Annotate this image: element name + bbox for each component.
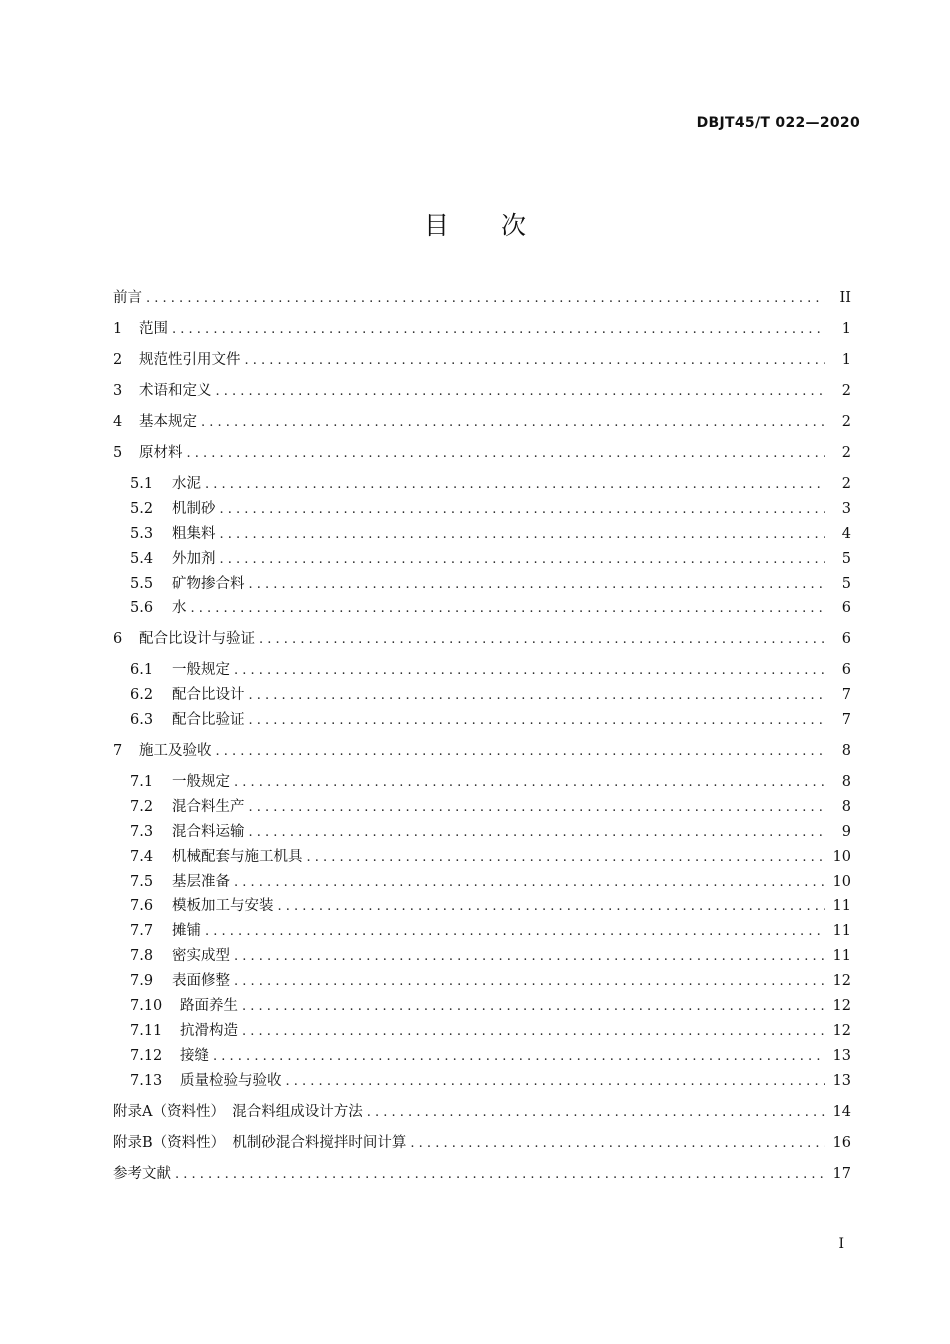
toc-entry-page: 3	[841, 500, 851, 517]
toc-entry-number: 7.13	[130, 1072, 163, 1089]
toc-dot-leader	[220, 548, 826, 572]
toc-entry[interactable]	[113, 845, 851, 870]
toc-entry[interactable]	[113, 708, 851, 733]
document-code: DBJT45/T 022—2020	[696, 115, 860, 131]
toc-dot-leader	[220, 523, 826, 547]
toc-entry-page: 4	[841, 525, 851, 542]
toc-entry[interactable]	[113, 441, 851, 472]
toc-dot-leader	[213, 1045, 825, 1069]
toc-dot-leader	[234, 771, 825, 795]
toc-entry[interactable]	[113, 627, 851, 658]
toc-entry-page: 1	[841, 321, 851, 337]
toc-entry-label: 混合料运输	[172, 823, 245, 840]
toc-entry-label: 矿物掺合料	[172, 575, 245, 592]
footer-page-number: I	[838, 1236, 844, 1252]
toc-entry-label: 水	[172, 600, 187, 617]
toc-entry-number: 6.2	[130, 687, 154, 704]
toc-entry-label: 模板加工与安装	[172, 898, 274, 915]
toc-entry-label: 配合比验证	[172, 712, 245, 729]
toc-dot-leader	[242, 995, 825, 1019]
toc-entry-label: 表面修整	[172, 973, 230, 990]
toc-dot-leader	[307, 846, 826, 870]
toc-entry-label: 混合料生产	[172, 798, 245, 815]
toc-entry-number: 7.10	[130, 998, 163, 1015]
toc-entry-number: 5.5	[130, 575, 154, 592]
toc-entry-number: 1	[113, 321, 123, 337]
toc-dot-leader	[191, 597, 826, 621]
toc-entry-page: 16	[832, 1134, 851, 1151]
toc-entry-label: 配合比设计	[172, 687, 245, 704]
toc-entry[interactable]	[113, 1100, 851, 1131]
toc-entry-page: 12	[832, 998, 851, 1015]
toc-entry-number: 5.1	[130, 476, 154, 492]
toc-dot-leader	[249, 709, 826, 733]
toc-dot-leader	[286, 1070, 826, 1094]
toc-dot-leader	[367, 1101, 825, 1125]
toc-dot-leader	[234, 871, 825, 895]
toc-dot-leader	[410, 1132, 825, 1156]
toc-entry[interactable]	[113, 1131, 851, 1162]
toc-entry[interactable]	[113, 739, 851, 770]
toc-dot-leader	[220, 498, 826, 522]
toc-entry-number: 2	[113, 352, 123, 368]
toc-entry-label: 基层准备	[172, 873, 230, 890]
toc-entry-page: 1	[841, 352, 851, 368]
toc-entry-number: 5.2	[130, 500, 154, 517]
toc-entry-number: 6.3	[130, 712, 154, 729]
toc-entry-page: 14	[832, 1103, 851, 1120]
toc-entry-page: 10	[832, 873, 851, 890]
toc-entry[interactable]	[113, 379, 851, 410]
toc-dot-leader	[234, 659, 825, 683]
toc-entry-page: 12	[832, 1022, 851, 1039]
toc-entry-label: 附录B（资料性） 机制砂混合料搅拌时间计算	[113, 1134, 407, 1151]
toc-entry-label: 参考文献	[113, 1165, 171, 1182]
toc-entry-page: 11	[832, 948, 851, 965]
toc-entry-label: 机制砂	[172, 500, 216, 517]
toc-entry[interactable]	[113, 969, 851, 994]
toc-dot-leader	[216, 380, 826, 404]
toc-entry-number: 5.4	[130, 550, 154, 567]
toc-entry-number: 7.1	[130, 774, 154, 791]
toc-entry[interactable]	[113, 820, 851, 845]
toc-entry[interactable]	[113, 410, 851, 441]
toc-entry[interactable]	[113, 944, 851, 969]
toc-entry[interactable]	[113, 522, 851, 547]
toc-entry-page: 2	[841, 414, 851, 430]
toc-dot-leader	[249, 573, 826, 597]
toc-entry-page: 5	[841, 550, 851, 567]
toc-entry-number: 6.1	[130, 662, 154, 679]
toc-entry-label: 质量检验与验收	[180, 1072, 282, 1089]
toc-dot-leader	[249, 684, 826, 708]
toc-entry-label: 规范性引用文件	[139, 352, 241, 368]
toc-entry-label: 接缝	[180, 1047, 209, 1064]
toc-entry-number: 5.6	[130, 600, 154, 617]
toc-entry-page: 13	[832, 1072, 851, 1089]
toc-entry-page: 8	[841, 798, 851, 815]
toc-entry-label: 水泥	[172, 476, 201, 492]
toc-entry[interactable]	[113, 795, 851, 820]
toc-entry-number: 7.3	[130, 823, 154, 840]
toc-entry-label: 范围	[139, 321, 168, 337]
page-title: 目 次	[424, 211, 548, 240]
toc-entry-page: 11	[832, 898, 851, 915]
toc-entry-label: 粗集料	[172, 525, 216, 542]
toc-entry-number: 7	[113, 743, 123, 760]
toc-dot-leader	[146, 287, 825, 311]
toc-entry[interactable]	[113, 683, 851, 708]
toc-entry[interactable]	[113, 596, 851, 621]
toc-dot-leader	[245, 349, 826, 373]
toc-dot-leader	[242, 1020, 825, 1044]
toc-dot-leader	[234, 970, 825, 994]
toc-dot-leader	[187, 442, 826, 466]
toc-entry-label: 一般规定	[172, 662, 230, 679]
toc-dot-leader	[278, 895, 826, 919]
toc-entry-number: 5.3	[130, 525, 154, 542]
toc-entry-page: 2	[841, 476, 851, 492]
toc-entry-page: 6	[841, 600, 851, 617]
toc-dot-leader	[201, 411, 825, 435]
toc-entry[interactable]	[113, 317, 851, 348]
toc-entry-label: 路面养生	[180, 998, 238, 1015]
toc-dot-leader	[205, 920, 825, 944]
toc-dot-leader	[249, 821, 826, 845]
toc-entry-number: 7.7	[130, 923, 154, 940]
toc-entry-number: 7.11	[130, 1022, 163, 1039]
toc-entry-page: 2	[841, 445, 851, 461]
toc-entry-page: 10	[832, 848, 851, 865]
toc-entry-page: II	[839, 290, 851, 306]
toc-entry[interactable]	[113, 572, 851, 597]
toc-entry-page: 7	[841, 712, 851, 729]
toc-entry-number: 7.5	[130, 873, 154, 890]
toc-entry-label: 外加剂	[172, 550, 216, 567]
toc-entry-page: 8	[841, 774, 851, 791]
toc-entry-label: 原材料	[139, 445, 183, 461]
toc-entry-page: 6	[841, 662, 851, 679]
toc-entry[interactable]	[113, 1044, 851, 1069]
toc-entry-label: 术语和定义	[139, 383, 212, 399]
toc-entry-number: 7.8	[130, 948, 154, 965]
toc-entry-label: 摊铺	[172, 923, 201, 940]
toc-entry[interactable]	[113, 1019, 851, 1044]
toc-entry[interactable]	[113, 658, 851, 683]
toc-entry-label: 前言	[113, 290, 142, 306]
toc-entry[interactable]	[113, 994, 851, 1019]
table-of-contents	[113, 286, 851, 1193]
toc-entry[interactable]	[113, 497, 851, 522]
toc-entry-number: 6	[113, 631, 123, 648]
toc-entry[interactable]	[113, 348, 851, 379]
toc-entry-page: 7	[841, 687, 851, 704]
toc-entry-number: 7.4	[130, 848, 154, 865]
toc-entry[interactable]	[113, 1162, 851, 1193]
toc-entry-page: 12	[832, 973, 851, 990]
toc-entry-number: 5	[113, 445, 123, 461]
toc-dot-leader	[216, 740, 826, 764]
toc-entry-page: 2	[841, 383, 851, 399]
toc-entry-label: 一般规定	[172, 774, 230, 791]
toc-entry-page: 9	[841, 823, 851, 840]
toc-entry-number: 7.2	[130, 798, 154, 815]
toc-dot-leader	[249, 796, 826, 820]
toc-entry[interactable]	[113, 472, 851, 497]
toc-entry-page: 13	[832, 1047, 851, 1064]
toc-entry-label: 配合比设计与验证	[139, 631, 255, 648]
toc-dot-leader	[175, 1163, 825, 1187]
toc-entry-label: 抗滑构造	[180, 1022, 238, 1039]
toc-entry-page: 5	[841, 575, 851, 592]
toc-entry[interactable]	[113, 286, 851, 317]
toc-entry-number: 7.6	[130, 898, 154, 915]
toc-entry[interactable]	[113, 870, 851, 895]
toc-dot-leader	[234, 945, 825, 969]
toc-dot-leader	[172, 318, 825, 342]
toc-entry-number: 3	[113, 383, 123, 399]
toc-entry[interactable]	[113, 919, 851, 944]
toc-entry-page: 17	[832, 1165, 851, 1182]
toc-entry-number: 7.9	[130, 973, 154, 990]
toc-entry[interactable]	[113, 1069, 851, 1094]
toc-entry-number: 7.12	[130, 1047, 163, 1064]
toc-entry-number: 4	[113, 414, 123, 430]
toc-entry-label: 附录A（资料性） 混合料组成设计方法	[113, 1103, 363, 1120]
toc-dot-leader	[259, 628, 825, 652]
toc-entry-label: 密实成型	[172, 948, 230, 965]
toc-entry-label: 基本规定	[139, 414, 197, 430]
toc-entry-label: 机械配套与施工机具	[172, 848, 303, 865]
toc-entry-label: 施工及验收	[139, 743, 212, 760]
toc-dot-leader	[205, 473, 825, 497]
toc-entry[interactable]	[113, 894, 851, 919]
toc-entry-page: 6	[841, 631, 851, 648]
toc-entry[interactable]	[113, 547, 851, 572]
toc-entry-page: 8	[841, 743, 851, 760]
toc-entry-page: 11	[832, 923, 851, 940]
toc-entry[interactable]	[113, 770, 851, 795]
